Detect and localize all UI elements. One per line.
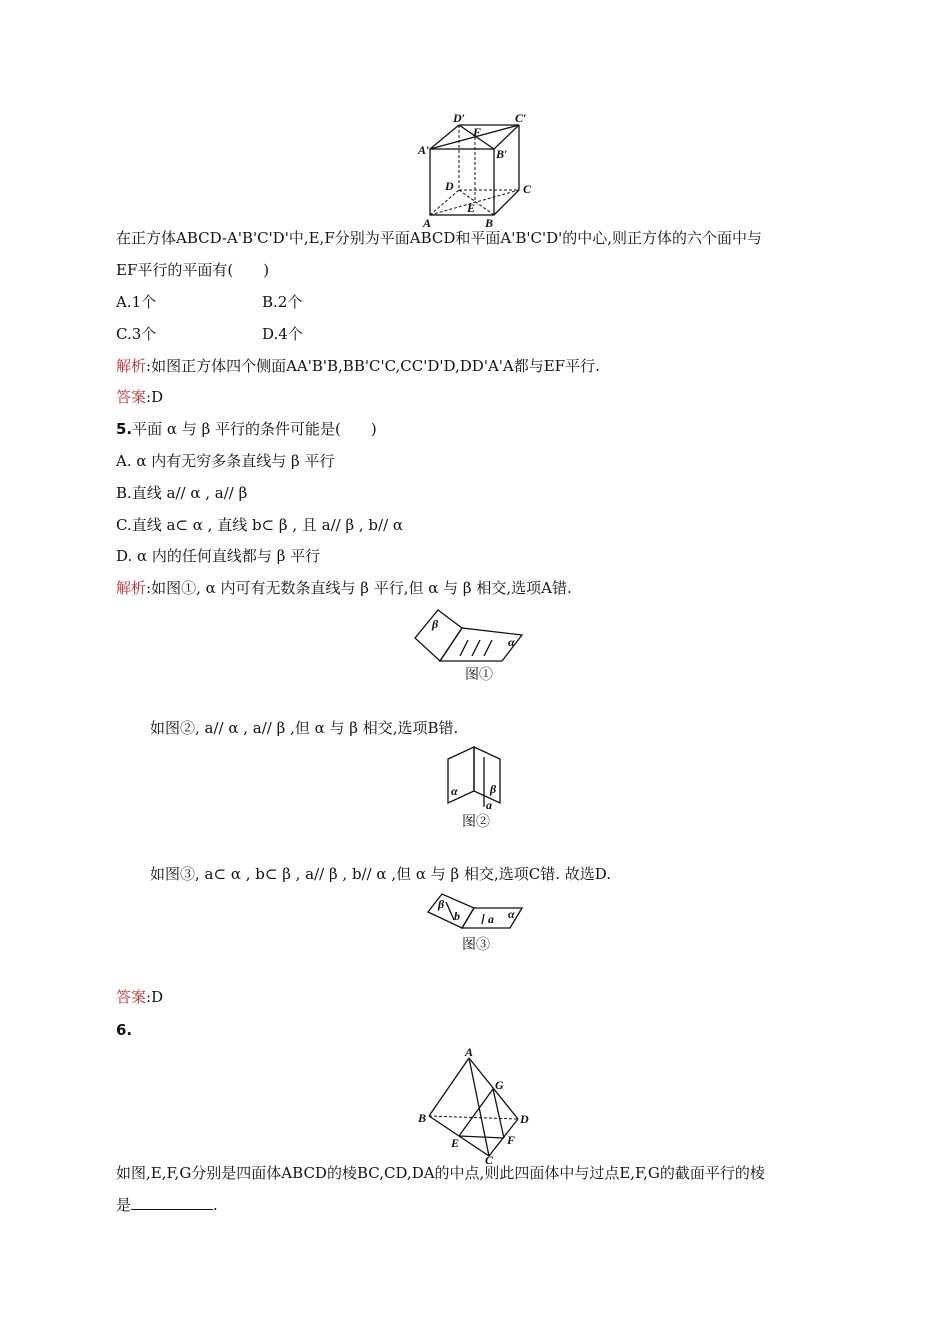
q6-number: 6. [116,1021,133,1039]
label-beta: β [432,617,439,631]
label-d1: D′ [453,111,466,125]
figure-3-caption: 图③ [462,937,490,953]
q5-answer [116,987,163,1007]
q6-stem-line2 [116,1195,218,1215]
label-b: B [418,1111,427,1125]
q4-stem-line1: 在正方体ABCD-A'B'C'D'中,E,F分别为平面ABCD和平面A'B'C'D'的中心,则正方体的六个面中与 [116,229,762,247]
q5-option-a: A. α 内有无穷多条直线与 β 平行 [116,452,335,470]
figure-2-caption: 图② [462,814,490,830]
figure-2 [442,745,507,811]
label-a: a [486,798,492,811]
q5-number: 5. [116,420,133,438]
answer-text: :D [146,388,164,406]
label-b1: B′ [496,147,508,161]
cube-figure [415,110,540,230]
label-alpha: α [508,907,515,921]
analysis-label: 解析 [116,579,147,597]
label-b: b [454,909,460,923]
q4-answer [116,387,163,407]
label-a: A [423,216,432,230]
answer-text: :D [146,988,164,1006]
label-g: G [495,1078,504,1092]
label-beta: β [490,782,497,796]
answer-blank [131,1195,213,1210]
q5-analysis [116,578,572,598]
figure-3 [424,890,526,936]
q5-stem [116,419,377,439]
analysis-label: 解析 [116,357,147,375]
q4-analysis [116,356,600,376]
figure-1-caption: 图① [465,667,493,683]
q5-option-d: D. α 内的任何直线都与 β 平行 [116,547,321,565]
label-b: B [485,216,494,230]
label-beta: β [438,897,445,911]
label-e: E [451,1136,460,1150]
label-a: A [465,1045,474,1059]
figure-1 [412,604,527,666]
label-alpha: α [508,635,515,649]
q5-stem-text: 平面 α 与 β 平行的条件可能是( ) [132,420,377,438]
q4-option-a: A.1个 [116,293,157,311]
label-f: F [507,1133,516,1147]
label-f: F [473,125,482,139]
label-d: D [445,179,454,193]
label-c1: C′ [515,111,527,125]
label-a: a [488,912,494,926]
q6-stem-prefix: 是 [116,1196,132,1214]
label-d: D [520,1112,529,1126]
answer-label: 答案 [116,388,147,406]
q5-option-b: B.直线 a// α , a// β [116,484,248,502]
label-a1: A′ [418,143,430,157]
q5-para2: 如图②, a// α , a// β ,但 α 与 β 相交,选项B错. [150,719,459,737]
q4-stem-line2: EF平行的平面有( ) [116,261,270,279]
label-c: C [485,1153,494,1166]
q6-stem-line1: 如图,E,F,G分别是四面体ABCD的棱BC,CD,DA的中点,则此四面体中与过点E,F,G的截面平行的棱 [116,1164,765,1182]
answer-label: 答案 [116,988,147,1006]
label-alpha: α [451,784,458,798]
q4-option-d: D.4个 [262,325,303,343]
analysis-text: :如图①, α 内可有无数条直线与 β 平行,但 α 与 β 相交,选项A错. [146,579,572,597]
q4-option-c: C.3个 [116,325,157,343]
tetrahedron-figure [415,1044,535,1166]
q6-stem-suffix: . [213,1196,218,1214]
analysis-text: :如图正方体四个侧面AA'B'B,BB'C'C,CC'D'D,DD'A'A都与EF平行. [146,357,600,375]
label-c: C [523,182,532,196]
label-e: E [467,201,476,215]
q5-para3: 如图③, a⊂ α , b⊂ β , a// β , b// α ,但 α 与 β 相交,选项C错. 故选D. [150,865,612,883]
q5-option-c: C.直线 a⊂ α , 直线 b⊂ β , 且 a// β , b// α [116,516,404,534]
q4-option-b: B.2个 [262,293,303,311]
